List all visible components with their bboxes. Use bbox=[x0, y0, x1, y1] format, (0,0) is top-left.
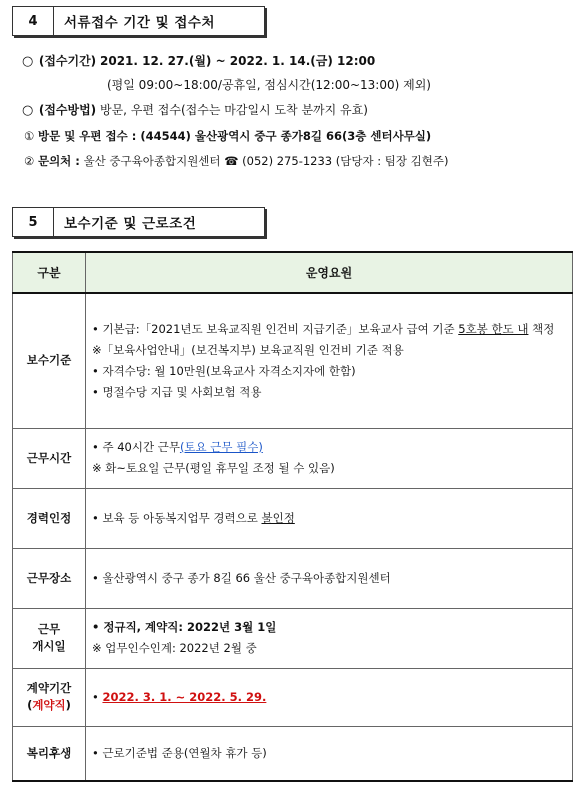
paren-open: ( bbox=[27, 698, 33, 712]
header-category: 구분 bbox=[13, 252, 86, 293]
table-row-hours bbox=[13, 428, 573, 488]
table-header-row bbox=[13, 252, 573, 293]
contract-period: 2022. 3. 1. ~ 2022. 5. 29. bbox=[102, 689, 267, 704]
contract-label-1: 계약기간 bbox=[26, 681, 72, 695]
item-2-text: 울산 중구육아종합지원센터 ☎ (052) 275-1233 (담당자 : 팀장 김현주) bbox=[83, 154, 449, 168]
contract-content bbox=[86, 668, 573, 726]
section-4-header bbox=[12, 6, 265, 36]
item-2 bbox=[24, 153, 448, 169]
place-label: 근무장소 bbox=[13, 548, 86, 608]
start-line-2: ※ 업무인수인계: 2022년 2월 중 bbox=[92, 641, 257, 655]
paren-close: ) bbox=[65, 698, 71, 712]
start-line-1: • 정규직, 계약직: 2022년 3월 1일 bbox=[92, 620, 277, 634]
item-1 bbox=[24, 128, 431, 144]
contract-label-2 bbox=[14, 697, 84, 714]
pay-line-4: • 명절수당 지급 및 사회보험 적용 bbox=[92, 384, 262, 399]
hours-line-1-text: • 주 40시간 근무 bbox=[92, 440, 180, 454]
method-label: (접수방법) bbox=[38, 103, 97, 117]
pay-line-1-end: 책정 bbox=[528, 321, 555, 336]
item-2-marker: ② bbox=[24, 154, 35, 168]
section-4-number: 4 bbox=[12, 6, 53, 36]
circle-bullet-icon: ○ bbox=[22, 103, 34, 118]
table-row-pay bbox=[13, 293, 573, 428]
career-not-recognized: 불인정 bbox=[261, 510, 295, 525]
section-4-title: 서류접수 기간 및 접수처 bbox=[53, 6, 265, 36]
table-row-contract bbox=[13, 668, 573, 726]
period-line bbox=[22, 52, 375, 69]
method-value: 방문, 우편 접수(접수는 마감일시 도착 분까지 유효) bbox=[100, 103, 368, 117]
section-5-header bbox=[12, 207, 265, 237]
contract-bullet: • bbox=[92, 689, 103, 704]
welfare-label: 복리후생 bbox=[13, 726, 86, 781]
table-row-start bbox=[13, 608, 573, 668]
pay-line-1-text: • 기본급:「2021년도 보육교직원 인건비 지급기준」보육교사 급여 기준 bbox=[92, 321, 459, 336]
career-label: 경력인정 bbox=[13, 488, 86, 548]
circle-bullet-icon: ○ bbox=[22, 54, 34, 69]
welfare-content: • 근로기준법 준용(연월차 휴가 등) bbox=[86, 726, 573, 781]
pay-line-3: • 자격수당: 월 10만원(보육교사 자격소지자에 한함) bbox=[92, 363, 356, 378]
pay-label: 보수기준 bbox=[13, 293, 86, 428]
pay-limit-underlined: 5호봉 한도 내 bbox=[458, 321, 529, 336]
item-1-text: 방문 및 우편 접수 : (44544) 울산광역시 중구 종가8길 66(3층 센터사무실) bbox=[37, 129, 432, 143]
table-row-place bbox=[13, 548, 573, 608]
conditions-table bbox=[12, 251, 573, 782]
section-5-title: 보수기준 및 근로조건 bbox=[53, 207, 265, 237]
pay-line-1 bbox=[92, 319, 571, 340]
period-note: (평일 09:00~18:00/공휴일, 점심시간(12:00~13:00) 제외) bbox=[107, 78, 431, 92]
pay-line-2: ※「보육사업안내」(보건복지부) 보육교직원 인건비 기준 적용 bbox=[92, 342, 404, 357]
start-label-2: 개시일 bbox=[32, 639, 66, 653]
period-value: 2021. 12. 27.(월) ~ 2022. 1. 14.(금) 12:00 bbox=[100, 54, 376, 68]
hours-label: 근무시간 bbox=[13, 428, 86, 488]
career-line-1 bbox=[92, 508, 571, 529]
method-line bbox=[22, 101, 368, 118]
header-staff: 운영요원 bbox=[86, 252, 573, 293]
place-content: • 울산광역시 중구 종가 8길 66 울산 중구육아종합지원센터 bbox=[86, 548, 573, 608]
section-5-number: 5 bbox=[12, 207, 53, 237]
saturday-required: (토요 근무 필수) bbox=[179, 440, 263, 454]
career-content bbox=[86, 488, 573, 548]
start-label-1: 근무 bbox=[37, 622, 61, 636]
contract-type-red: 계약직 bbox=[32, 698, 66, 712]
start-label bbox=[13, 608, 86, 668]
hours-content bbox=[86, 428, 573, 488]
pay-content bbox=[86, 293, 573, 428]
start-content bbox=[86, 608, 573, 668]
table-row-career bbox=[13, 488, 573, 548]
table-row-welfare bbox=[13, 726, 573, 781]
contract-label bbox=[13, 668, 86, 726]
item-2-label: 문의처 : bbox=[37, 154, 80, 168]
hours-line-1 bbox=[92, 437, 571, 458]
item-1-marker: ① bbox=[24, 129, 35, 143]
career-line-1-text: • 보육 등 아동복지업무 경력으로 bbox=[92, 510, 262, 525]
hours-line-2: ※ 화~토요일 근무(평일 휴무일 조정 될 수 있음) bbox=[92, 461, 335, 475]
period-label: (접수기간) bbox=[38, 54, 97, 68]
